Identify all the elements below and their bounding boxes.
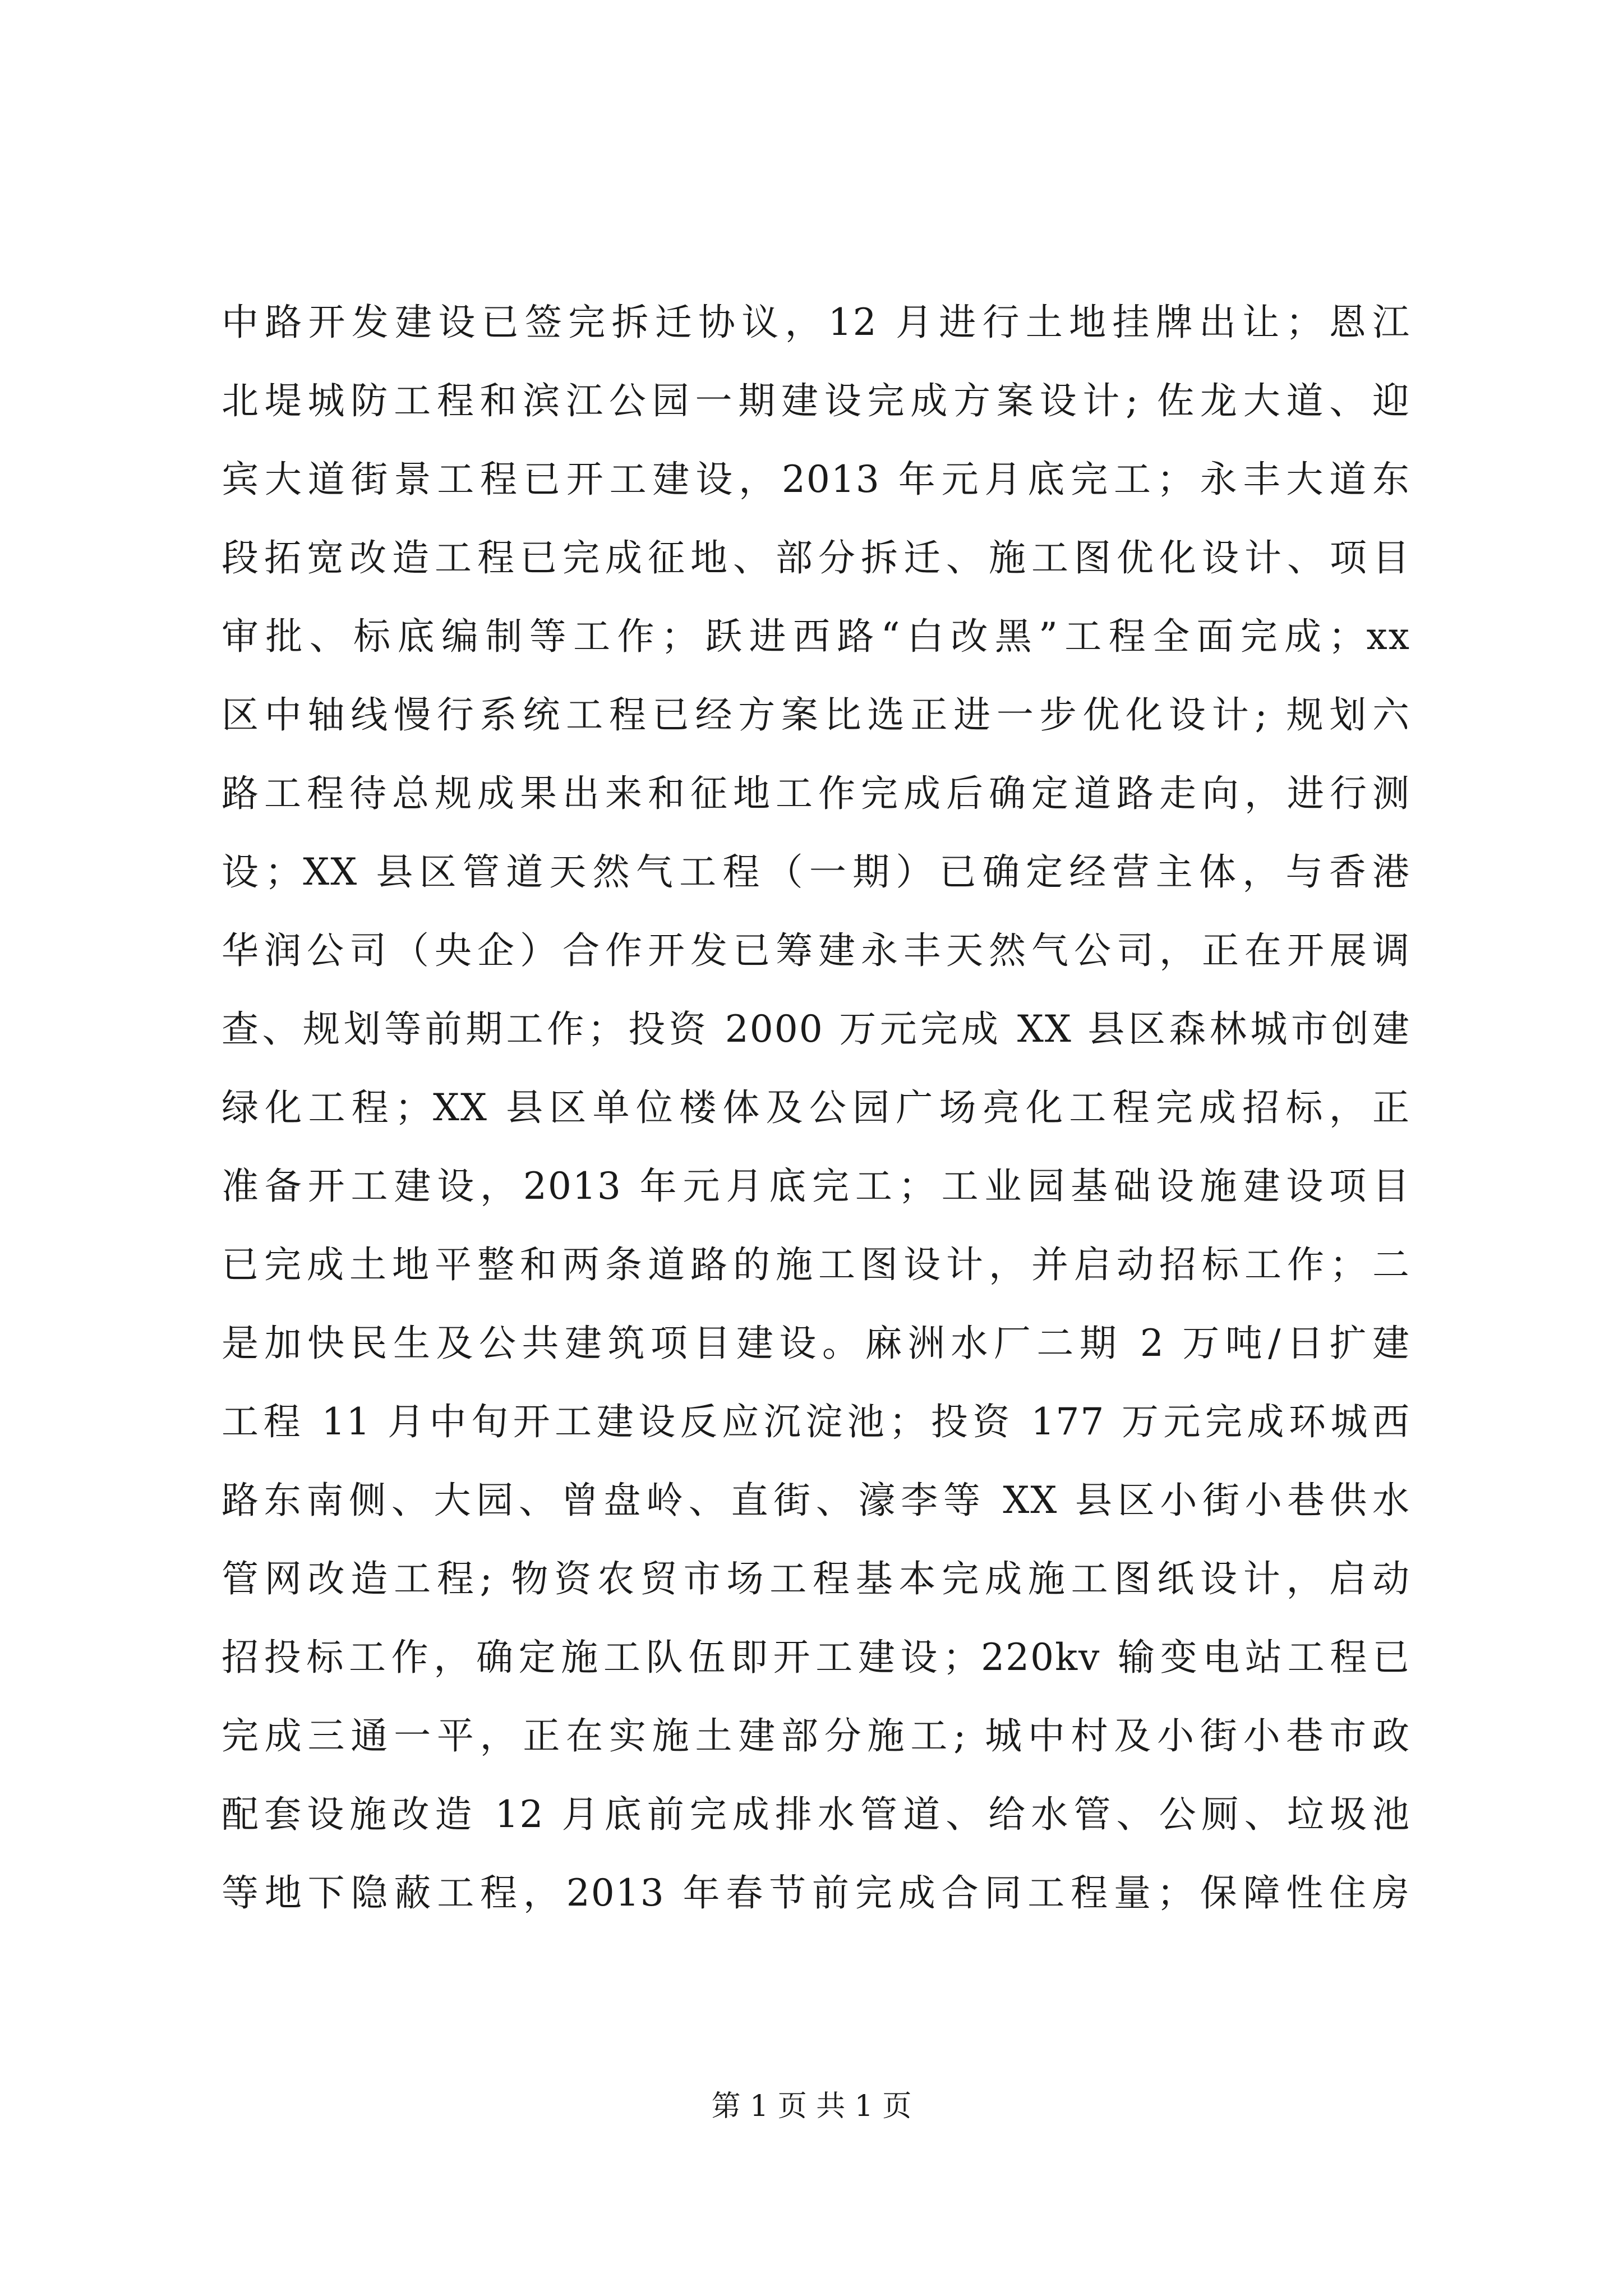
text-line: 查、规划等前期工作；投资 2000 万元完成 XX 县区森林城市创建 xyxy=(222,1007,1410,1051)
text-line: 完成三通一平，正在实施土建部分施工; 城中村及小街小巷市政 xyxy=(222,1714,1410,1757)
text-line: 段拓宽改造工程已完成征地、部分拆迁、施工图优化设计、项目 xyxy=(222,536,1410,579)
text-line: 审批、标底编制等工作；跃进西路“白改黑”工程全面完成；xx xyxy=(222,615,1410,658)
text-line: 中路开发建设已签完拆迁协议，12 月进行土地挂牌出让；恩江 xyxy=(222,301,1410,344)
text-line: 管网改造工程; 物资农贸市场工程基本完成施工图纸设计，启动 xyxy=(222,1557,1410,1600)
text-line: 准备开工建设，2013 年元月底完工；工业园基础设施建设项目 xyxy=(222,1165,1410,1208)
body-text xyxy=(222,283,1410,1932)
text-line: 绿化工程；XX 县区单位楼体及公园广场亮化工程完成招标，正 xyxy=(222,1086,1410,1129)
text-line: 华润公司（央企）合作开发已筹建永丰天然气公司，正在开展调 xyxy=(222,929,1410,972)
text-line: 已完成土地平整和两条道路的施工图设计，并启动招标工作；二 xyxy=(222,1243,1410,1286)
text-line: 路工程待总规成果出来和征地工作完成后确定道路走向，进行测 xyxy=(222,772,1410,815)
text-line: 是加快民生及公共建筑项目建设。麻洲水厂二期 2 万吨/日扩建 xyxy=(222,1322,1410,1365)
text-line: 路东南侧、大园、曾盘岭、直街、濠李等 XX 县区小街小巷供水 xyxy=(222,1479,1410,1522)
text-line: 招投标工作，确定施工队伍即开工建设；220kv 输变电站工程已 xyxy=(222,1636,1410,1679)
text-line: 区中轴线慢行系统工程已经方案比选正进一步优化设计; 规划六 xyxy=(222,693,1410,737)
page-number-footer: 第 1 页 共 1 页 xyxy=(711,2090,912,2123)
text-line: 配套设施改造 12 月底前完成排水管道、给水管、公厕、垃圾池 xyxy=(222,1793,1410,1836)
text-line: 等地下隐蔽工程，2013 年春节前完成合同工程量；保障性住房 xyxy=(222,1871,1410,1915)
text-line: 宾大道街景工程已开工建设，2013 年元月底完工；永丰大道东 xyxy=(222,458,1410,501)
text-line: 设；XX 县区管道天然气工程（一期）已确定经营主体，与香港 xyxy=(222,850,1410,894)
text-line: 北堤城防工程和滨江公园一期建设完成方案设计; 佐龙大道、迎 xyxy=(222,379,1410,422)
text-line: 工程 11 月中旬开工建设反应沉淀池；投资 177 万元完成环城西 xyxy=(222,1400,1410,1443)
